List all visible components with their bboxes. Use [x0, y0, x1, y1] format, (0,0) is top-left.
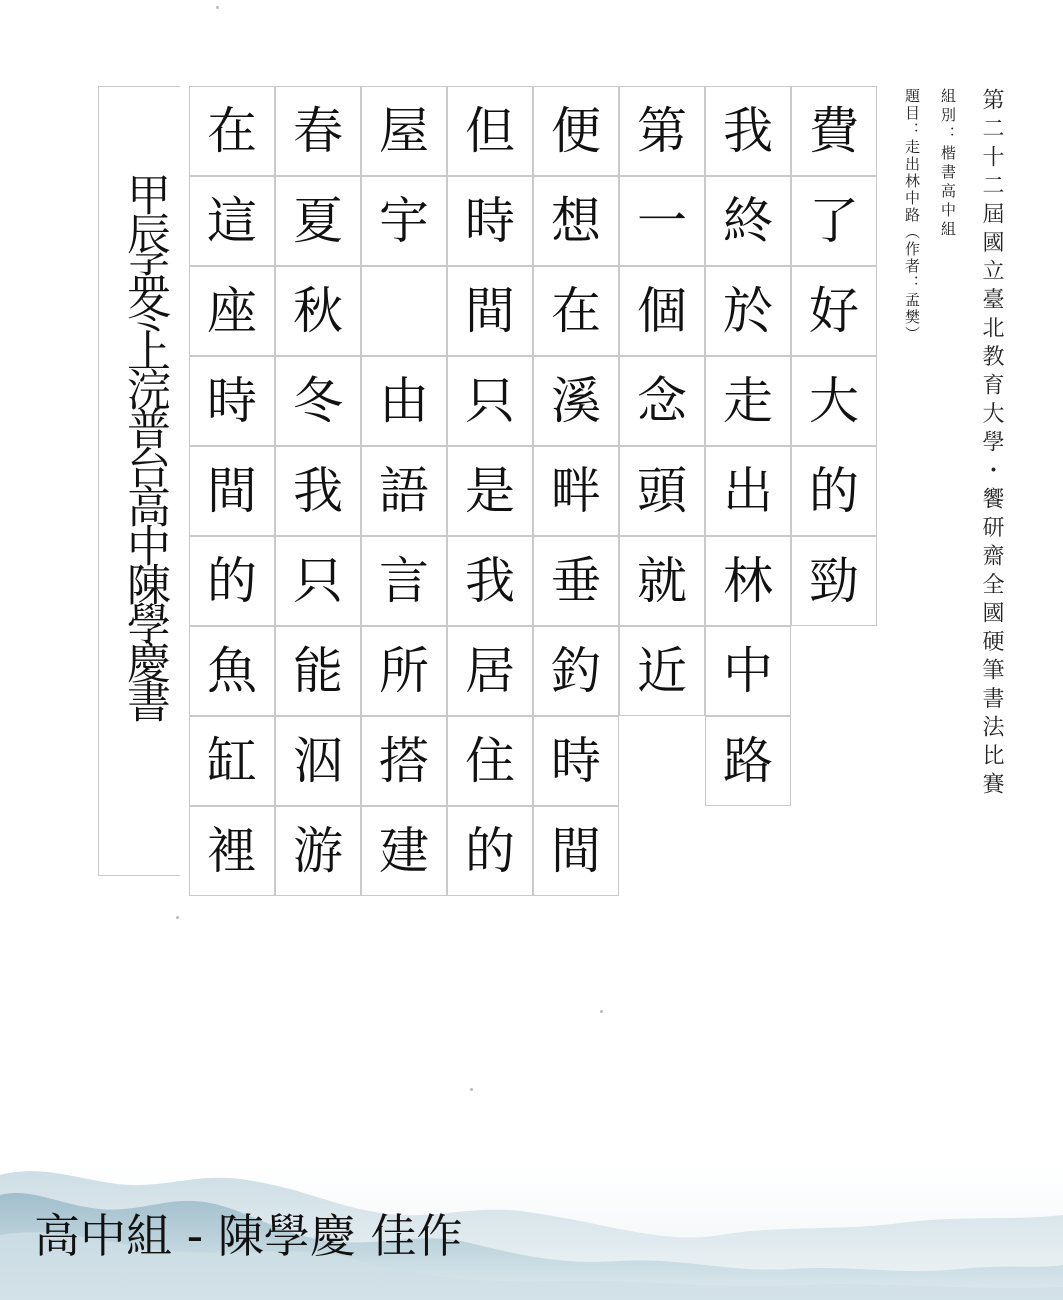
- award-caption: 高中組 - 陳學慶 佳作: [34, 1209, 463, 1263]
- grid-cell: 中: [705, 626, 791, 716]
- grid-cell: 座: [189, 266, 275, 356]
- grid-cell: 近: [619, 626, 705, 716]
- grid-cell: 屋: [361, 86, 447, 176]
- grid-cell: 間: [189, 446, 275, 536]
- grid-cell: 建: [361, 806, 447, 896]
- grid-cell: 夏: [275, 176, 361, 266]
- grid-cell: 畔: [533, 446, 619, 536]
- topic-label: 題目：走出林中路（作者：孟樊）: [903, 88, 921, 343]
- grid-cell: 間: [533, 806, 619, 896]
- grid-cell: 出: [705, 446, 791, 536]
- grid-cell: 春: [275, 86, 361, 176]
- grid-cell: 念: [619, 356, 705, 446]
- signature: 甲辰孟冬上浣普台高中陳學慶書: [119, 172, 170, 718]
- grid-cell: 勁: [791, 536, 877, 626]
- grid-cell: [361, 266, 447, 356]
- grid-cell: 冬: [275, 356, 361, 446]
- grid-cell: 所: [361, 626, 447, 716]
- grid-cell: 語: [361, 446, 447, 536]
- grid-cell: 宇: [361, 176, 447, 266]
- grid-cell: 就: [619, 536, 705, 626]
- grid-cell: 只: [447, 356, 533, 446]
- grid-cell: 在: [189, 86, 275, 176]
- grid-cell: 居: [447, 626, 533, 716]
- grid-cell: 能: [275, 626, 361, 716]
- grid-cell: 我: [275, 446, 361, 536]
- grid-cell: 游: [275, 806, 361, 896]
- paper-speck: [216, 6, 219, 9]
- competition-title: 第二十二屆國立臺北教育大學・饗研齋全國硬筆書法比賽: [979, 88, 1004, 801]
- paper-speck: [176, 916, 179, 919]
- paper-speck: [600, 1010, 603, 1013]
- grid-cell: 在: [533, 266, 619, 356]
- grid-cell: 泅: [275, 716, 361, 806]
- grid-cell: 於: [705, 266, 791, 356]
- grid-cell: 的: [447, 806, 533, 896]
- grid-cell: 好: [791, 266, 877, 356]
- grid-cell: 釣: [533, 626, 619, 716]
- grid-cell: 我: [447, 536, 533, 626]
- grid-cell: 終: [705, 176, 791, 266]
- grid-cell: 的: [791, 446, 877, 536]
- grid-cell: 時: [533, 716, 619, 806]
- group-label: 組別：楷書高中組: [939, 88, 957, 240]
- grid-cell: 但: [447, 86, 533, 176]
- grid-cell: 想: [533, 176, 619, 266]
- grid-cell: 裡: [189, 806, 275, 896]
- grid-cell: 走: [705, 356, 791, 446]
- grid-cell: 搭: [361, 716, 447, 806]
- grid-cell: 秋: [275, 266, 361, 356]
- grid-cell: 林: [705, 536, 791, 626]
- grid-cell: 缸: [189, 716, 275, 806]
- grid-cell: 費: [791, 86, 877, 176]
- grid-cell: 是: [447, 446, 533, 536]
- grid-cell: 時: [447, 176, 533, 266]
- grid-cell: 時: [189, 356, 275, 446]
- grid-cell: 這: [189, 176, 275, 266]
- grid-cell: 魚: [189, 626, 275, 716]
- grid-cell: 個: [619, 266, 705, 356]
- grid-cell: 溪: [533, 356, 619, 446]
- grid-cell: 住: [447, 716, 533, 806]
- grid-cell: 垂: [533, 536, 619, 626]
- grid-cell: 由: [361, 356, 447, 446]
- paper-speck: [470, 1088, 473, 1091]
- grid-cell: 我: [705, 86, 791, 176]
- grid-cell: 便: [533, 86, 619, 176]
- grid-cell: 路: [705, 716, 791, 806]
- grid-cell: 一: [619, 176, 705, 266]
- grid-cell: 了: [791, 176, 877, 266]
- grid-cell: 頭: [619, 446, 705, 536]
- grid-cell: 第: [619, 86, 705, 176]
- grid-cell: 言: [361, 536, 447, 626]
- grid-cell: 間: [447, 266, 533, 356]
- grid-cell: 的: [189, 536, 275, 626]
- grid-cell: 大: [791, 356, 877, 446]
- grid-cell: 只: [275, 536, 361, 626]
